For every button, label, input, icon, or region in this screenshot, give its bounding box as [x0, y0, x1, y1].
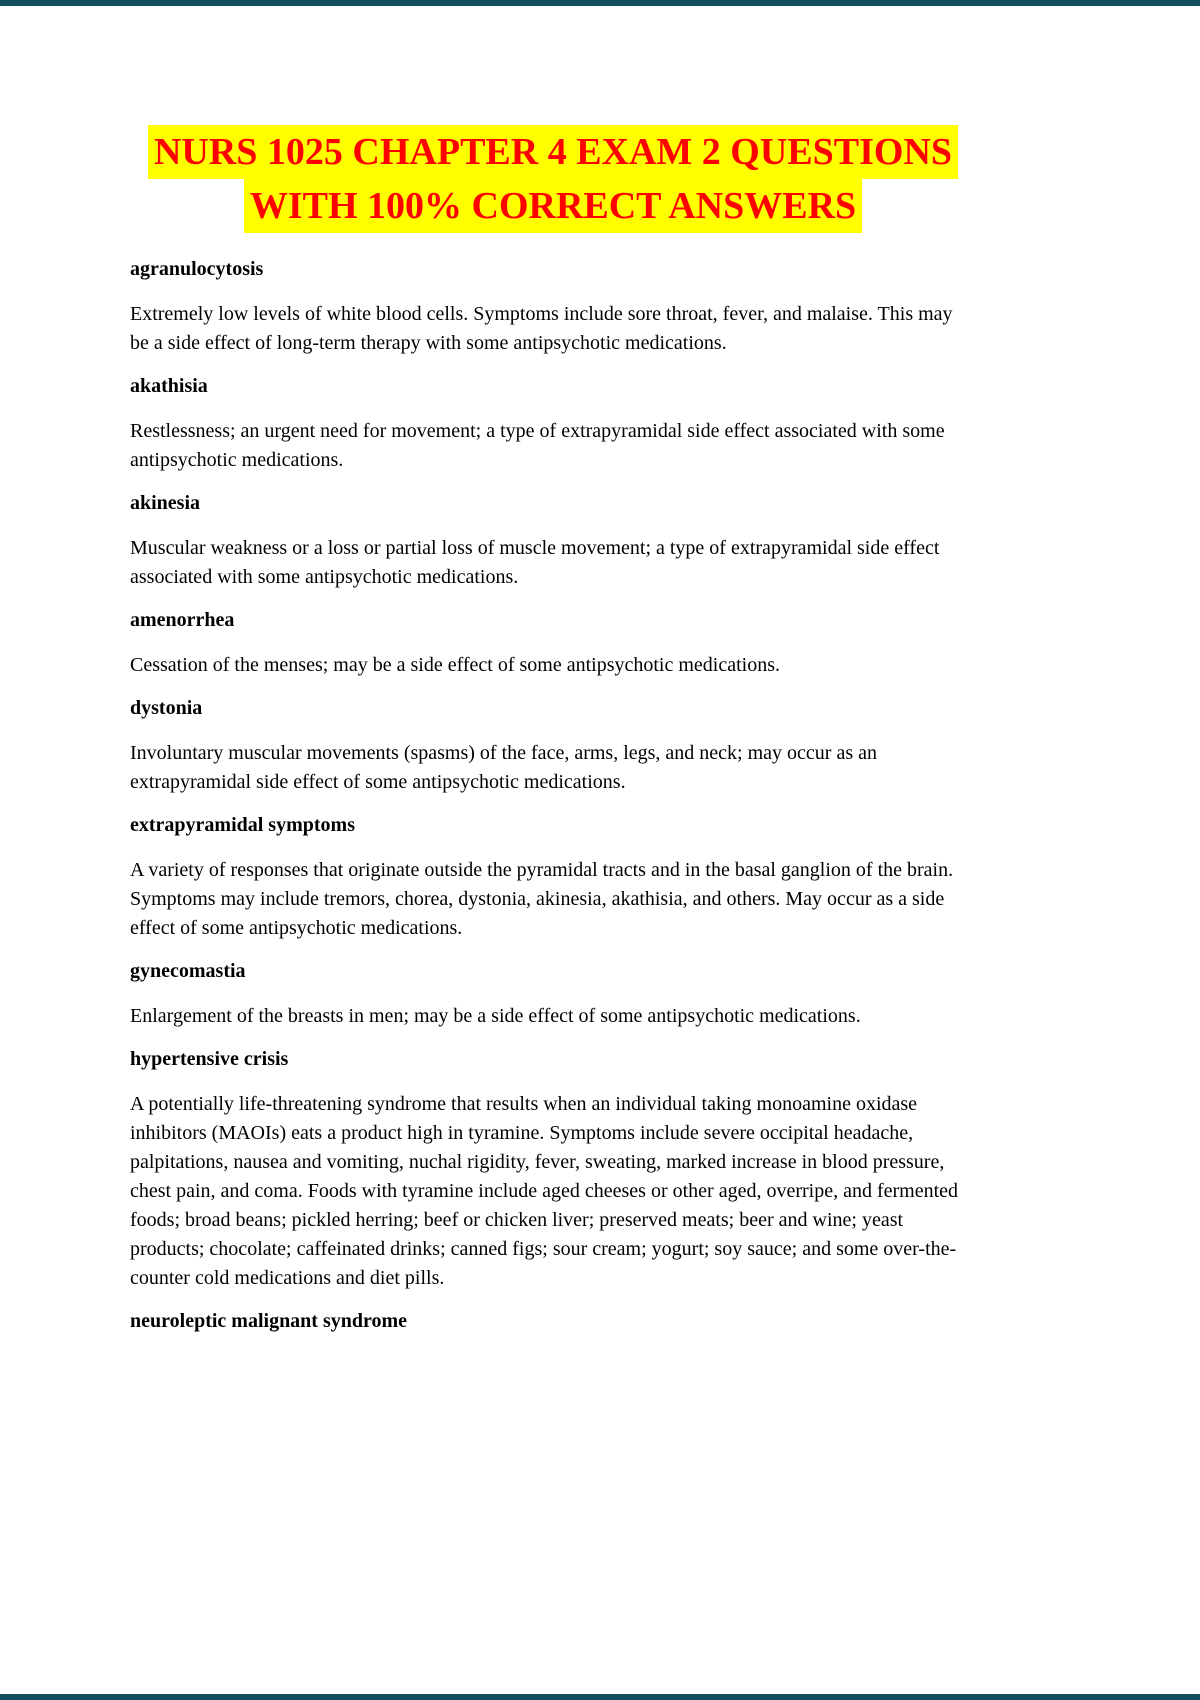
title-line-1: NURS 1025 CHAPTER 4 EXAM 2 QUESTIONS	[148, 125, 958, 179]
glossary-list	[130, 255, 976, 1336]
term-akinesia: akinesia	[130, 492, 201, 515]
document-title	[130, 125, 976, 233]
term-amenorrhea: amenorrhea	[130, 609, 235, 632]
definition-hypertensive-crisis: A potentially life-threatening syndrome that results when an individual taking monoamine oxidase inhibitors (MAOIs) eats a product high in tyramine. Symptoms include severe occipital headache, palpitations, nausea and vomiting, nuchal rigidity, fever, sweating, marked increase in blood pressure, chest pain, and coma. Foods with tyramine include aged cheeses or other aged, overripe, and fermented foods; broad beans; pickled herring; beef or chicken liver; preserved meats; beer and wine; yeast products; chocolate; caffeinated drinks; canned figs; sour cream; yogurt; soy sauce; and some over-the-counter cold medications and diet pills.	[130, 1093, 959, 1290]
term-dystonia: dystonia	[130, 697, 203, 720]
definition-agranulocytosis: Extremely low levels of white blood cells. Symptoms include sore throat, fever, and malaise. This may be a side effect of long-term therapy with some antipsychotic medications.	[130, 303, 953, 355]
definition-gynecomastia: Enlargement of the breasts in men; may be a side effect of some antipsychotic medications.	[130, 1005, 861, 1028]
definition-akathisia: Restlessness; an urgent need for movement; a type of extrapyramidal side effect associated with some antipsychotic medications.	[130, 420, 945, 472]
term-hypertensive-crisis: hypertensive crisis	[130, 1048, 289, 1071]
page-top-border	[0, 0, 1200, 6]
page-bottom-border	[0, 1694, 1200, 1700]
definition-amenorrhea: Cessation of the menses; may be a side effect of some antipsychotic medications.	[130, 654, 781, 677]
definition-akinesia: Muscular weakness or a loss or partial loss of muscle movement; a type of extrapyramidal side effect associated with some antipsychotic medications.	[130, 537, 940, 589]
term-extrapyramidal-symptoms: extrapyramidal symptoms	[130, 814, 355, 837]
term-gynecomastia: gynecomastia	[130, 960, 246, 983]
definition-dystonia: Involuntary muscular movements (spasms) of the face, arms, legs, and neck; may occur as an extrapyramidal side effect of some antipsychotic medications.	[130, 742, 877, 794]
term-agranulocytosis: agranulocytosis	[130, 258, 264, 281]
definition-extrapyramidal-symptoms: A variety of responses that originate outside the pyramidal tracts and in the basal ganglion of the brain. Symptoms may include tremors, chorea, dystonia, akinesia, akathisia, and others. May occur as a side effect of some antipsychotic medications.	[130, 859, 954, 940]
term-neuroleptic-malignant-syndrome: neuroleptic malignant syndrome	[130, 1310, 408, 1333]
title-line-2: WITH 100% CORRECT ANSWERS	[244, 179, 862, 233]
term-akathisia: akathisia	[130, 375, 208, 398]
